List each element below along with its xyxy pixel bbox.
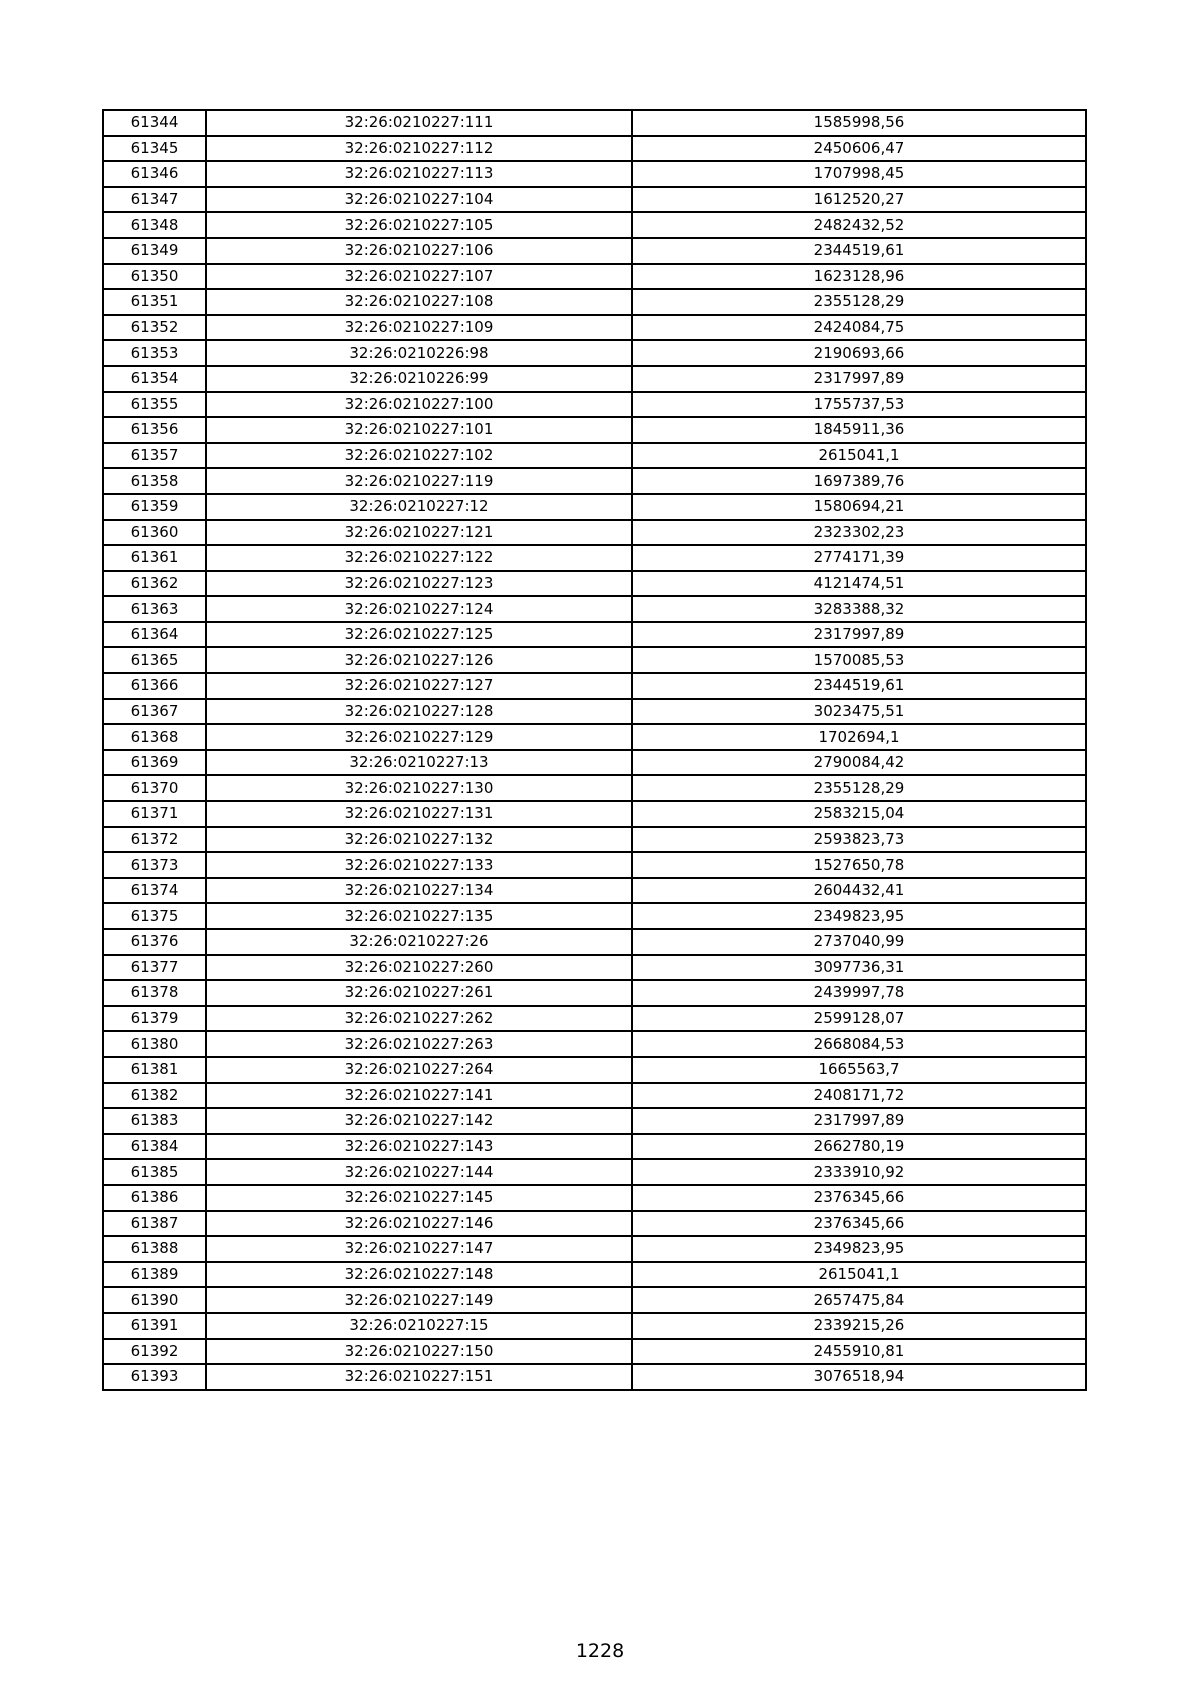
value-cell: 2424084,75 [632, 315, 1086, 341]
table-row [103, 1287, 1086, 1313]
value-cell: 2317997,89 [632, 622, 1086, 648]
row-number-cell: 61379 [103, 1006, 206, 1032]
value-cell: 2668084,53 [632, 1031, 1086, 1057]
value-cell: 2344519,61 [632, 673, 1086, 699]
row-number-cell: 61354 [103, 366, 206, 392]
cadastral-number-cell: 32:26:0210227:106 [206, 238, 632, 264]
cadastral-number-cell: 32:26:0210226:99 [206, 366, 632, 392]
value-cell: 2604432,41 [632, 878, 1086, 904]
cadastral-number-cell: 32:26:0210227:26 [206, 929, 632, 955]
value-cell: 2344519,61 [632, 238, 1086, 264]
row-number-cell: 61346 [103, 161, 206, 187]
row-number-cell: 61350 [103, 264, 206, 290]
row-number-cell: 61358 [103, 468, 206, 494]
table-row [103, 264, 1086, 290]
cadastral-number-cell: 32:26:0210227:141 [206, 1083, 632, 1109]
cadastral-number-cell: 32:26:0210227:144 [206, 1159, 632, 1185]
data-table [102, 109, 1087, 1391]
row-number-cell: 61352 [103, 315, 206, 341]
cadastral-number-cell: 32:26:0210227:112 [206, 136, 632, 162]
value-cell: 2774171,39 [632, 545, 1086, 571]
table-row [103, 1031, 1086, 1057]
cadastral-number-cell: 32:26:0210227:264 [206, 1057, 632, 1083]
value-cell: 2599128,07 [632, 1006, 1086, 1032]
row-number-cell: 61355 [103, 392, 206, 418]
value-cell: 1527650,78 [632, 852, 1086, 878]
value-cell: 2455910,81 [632, 1339, 1086, 1365]
table-row [103, 1108, 1086, 1134]
cadastral-number-cell: 32:26:0210227:263 [206, 1031, 632, 1057]
cadastral-number-cell: 32:26:0210227:134 [206, 878, 632, 904]
row-number-cell: 61392 [103, 1339, 206, 1365]
cadastral-number-cell: 32:26:0210227:133 [206, 852, 632, 878]
row-number-cell: 61372 [103, 827, 206, 853]
cadastral-number-cell: 32:26:0210227:149 [206, 1287, 632, 1313]
cadastral-number-cell: 32:26:0210227:127 [206, 673, 632, 699]
row-number-cell: 61360 [103, 520, 206, 546]
table-row [103, 1313, 1086, 1339]
cadastral-number-cell: 32:26:0210227:124 [206, 596, 632, 622]
page-number: 1228 [575, 1640, 625, 1662]
table-row [103, 1057, 1086, 1083]
cadastral-number-cell: 32:26:0210227:130 [206, 775, 632, 801]
cadastral-number-cell: 32:26:0210227:108 [206, 289, 632, 315]
value-cell: 2737040,99 [632, 929, 1086, 955]
row-number-cell: 61384 [103, 1134, 206, 1160]
row-number-cell: 61376 [103, 929, 206, 955]
value-cell: 1570085,53 [632, 647, 1086, 673]
table-row [103, 750, 1086, 776]
table-row [103, 545, 1086, 571]
table-row [103, 315, 1086, 341]
cadastral-number-cell: 32:26:0210227:119 [206, 468, 632, 494]
table-row [103, 1236, 1086, 1262]
row-number-cell: 61375 [103, 903, 206, 929]
table-row [103, 494, 1086, 520]
row-number-cell: 61393 [103, 1364, 206, 1390]
value-cell: 2323302,23 [632, 520, 1086, 546]
cadastral-number-cell: 32:26:0210227:142 [206, 1108, 632, 1134]
table-row [103, 1159, 1086, 1185]
cadastral-number-cell: 32:26:0210227:262 [206, 1006, 632, 1032]
row-number-cell: 61389 [103, 1262, 206, 1288]
value-cell: 2355128,29 [632, 289, 1086, 315]
table-row [103, 366, 1086, 392]
row-number-cell: 61368 [103, 724, 206, 750]
row-number-cell: 61391 [103, 1313, 206, 1339]
row-number-cell: 61345 [103, 136, 206, 162]
value-cell: 2333910,92 [632, 1159, 1086, 1185]
table-row [103, 622, 1086, 648]
cadastral-number-cell: 32:26:0210227:101 [206, 417, 632, 443]
table-row [103, 1185, 1086, 1211]
value-cell: 2450606,47 [632, 136, 1086, 162]
value-cell: 2190693,66 [632, 340, 1086, 366]
cadastral-number-cell: 32:26:0210227:126 [206, 647, 632, 673]
cadastral-number-cell: 32:26:0210227:109 [206, 315, 632, 341]
row-number-cell: 61357 [103, 443, 206, 469]
cadastral-number-cell: 32:26:0210227:123 [206, 571, 632, 597]
table-row [103, 827, 1086, 853]
table-row [103, 1339, 1086, 1365]
cadastral-number-cell: 32:26:0210227:113 [206, 161, 632, 187]
value-cell: 2376345,66 [632, 1185, 1086, 1211]
table-row [103, 136, 1086, 162]
row-number-cell: 61369 [103, 750, 206, 776]
cadastral-number-cell: 32:26:0210227:128 [206, 699, 632, 725]
row-number-cell: 61371 [103, 801, 206, 827]
cadastral-number-cell: 32:26:0210227:145 [206, 1185, 632, 1211]
value-cell: 2657475,84 [632, 1287, 1086, 1313]
cadastral-number-cell: 32:26:0210227:148 [206, 1262, 632, 1288]
table-row [103, 903, 1086, 929]
row-number-cell: 61366 [103, 673, 206, 699]
value-cell: 1612520,27 [632, 187, 1086, 213]
value-cell: 2355128,29 [632, 775, 1086, 801]
value-cell: 1702694,1 [632, 724, 1086, 750]
value-cell: 1580694,21 [632, 494, 1086, 520]
row-number-cell: 61386 [103, 1185, 206, 1211]
row-number-cell: 61344 [103, 110, 206, 136]
value-cell: 4121474,51 [632, 571, 1086, 597]
value-cell: 1845911,36 [632, 417, 1086, 443]
row-number-cell: 61380 [103, 1031, 206, 1057]
value-cell: 1697389,76 [632, 468, 1086, 494]
row-number-cell: 61381 [103, 1057, 206, 1083]
cadastral-number-cell: 32:26:0210227:135 [206, 903, 632, 929]
cadastral-number-cell: 32:26:0210227:261 [206, 980, 632, 1006]
cadastral-number-cell: 32:26:0210227:100 [206, 392, 632, 418]
table-row [103, 852, 1086, 878]
row-number-cell: 61361 [103, 545, 206, 571]
row-number-cell: 61388 [103, 1236, 206, 1262]
cadastral-number-cell: 32:26:0210227:143 [206, 1134, 632, 1160]
value-cell: 2349823,95 [632, 1236, 1086, 1262]
value-cell: 3076518,94 [632, 1364, 1086, 1390]
value-cell: 2790084,42 [632, 750, 1086, 776]
value-cell: 3097736,31 [632, 955, 1086, 981]
value-cell: 3023475,51 [632, 699, 1086, 725]
table-row [103, 238, 1086, 264]
row-number-cell: 61367 [103, 699, 206, 725]
value-cell: 2376345,66 [632, 1211, 1086, 1237]
row-number-cell: 61347 [103, 187, 206, 213]
table-row [103, 955, 1086, 981]
row-number-cell: 61378 [103, 980, 206, 1006]
cadastral-number-cell: 32:26:0210227:107 [206, 264, 632, 290]
table-row [103, 673, 1086, 699]
table-row [103, 1364, 1086, 1390]
table-row [103, 801, 1086, 827]
cadastral-number-cell: 32:26:0210227:15 [206, 1313, 632, 1339]
value-cell: 2439997,78 [632, 980, 1086, 1006]
value-cell: 2339215,26 [632, 1313, 1086, 1339]
table-row [103, 340, 1086, 366]
value-cell: 2317997,89 [632, 1108, 1086, 1134]
table-row [103, 724, 1086, 750]
table-body [103, 110, 1086, 1390]
cadastral-number-cell: 32:26:0210227:105 [206, 212, 632, 238]
cadastral-number-cell: 32:26:0210226:98 [206, 340, 632, 366]
table-row [103, 699, 1086, 725]
table-row [103, 1211, 1086, 1237]
table-row [103, 468, 1086, 494]
table-row [103, 775, 1086, 801]
table-row [103, 1083, 1086, 1109]
table-row [103, 417, 1086, 443]
cadastral-number-cell: 32:26:0210227:147 [206, 1236, 632, 1262]
value-cell: 2317997,89 [632, 366, 1086, 392]
value-cell: 2615041,1 [632, 1262, 1086, 1288]
value-cell: 2349823,95 [632, 903, 1086, 929]
table-row [103, 929, 1086, 955]
table-row [103, 212, 1086, 238]
table-row [103, 187, 1086, 213]
cadastral-number-cell: 32:26:0210227:260 [206, 955, 632, 981]
value-cell: 2593823,73 [632, 827, 1086, 853]
table-row [103, 289, 1086, 315]
cadastral-number-cell: 32:26:0210227:125 [206, 622, 632, 648]
row-number-cell: 61390 [103, 1287, 206, 1313]
row-number-cell: 61356 [103, 417, 206, 443]
table-row [103, 1134, 1086, 1160]
value-cell: 2482432,52 [632, 212, 1086, 238]
value-cell: 2583215,04 [632, 801, 1086, 827]
cadastral-number-cell: 32:26:0210227:104 [206, 187, 632, 213]
row-number-cell: 61364 [103, 622, 206, 648]
cadastral-number-cell: 32:26:0210227:150 [206, 1339, 632, 1365]
row-number-cell: 61362 [103, 571, 206, 597]
cadastral-number-cell: 32:26:0210227:132 [206, 827, 632, 853]
cadastral-number-cell: 32:26:0210227:102 [206, 443, 632, 469]
cadastral-number-cell: 32:26:0210227:146 [206, 1211, 632, 1237]
table-row [103, 1006, 1086, 1032]
value-cell: 2662780,19 [632, 1134, 1086, 1160]
row-number-cell: 61387 [103, 1211, 206, 1237]
table-row [103, 392, 1086, 418]
row-number-cell: 61353 [103, 340, 206, 366]
row-number-cell: 61363 [103, 596, 206, 622]
cadastral-number-cell: 32:26:0210227:122 [206, 545, 632, 571]
value-cell: 3283388,32 [632, 596, 1086, 622]
table-row [103, 571, 1086, 597]
cadastral-number-cell: 32:26:0210227:151 [206, 1364, 632, 1390]
row-number-cell: 61383 [103, 1108, 206, 1134]
row-number-cell: 61351 [103, 289, 206, 315]
cadastral-number-cell: 32:26:0210227:13 [206, 750, 632, 776]
row-number-cell: 61349 [103, 238, 206, 264]
table-row [103, 878, 1086, 904]
value-cell: 1755737,53 [632, 392, 1086, 418]
cadastral-number-cell: 32:26:0210227:121 [206, 520, 632, 546]
cadastral-number-cell: 32:26:0210227:129 [206, 724, 632, 750]
row-number-cell: 61348 [103, 212, 206, 238]
row-number-cell: 61370 [103, 775, 206, 801]
value-cell: 1665563,7 [632, 1057, 1086, 1083]
row-number-cell: 61377 [103, 955, 206, 981]
table-row [103, 596, 1086, 622]
row-number-cell: 61374 [103, 878, 206, 904]
row-number-cell: 61359 [103, 494, 206, 520]
cadastral-number-cell: 32:26:0210227:12 [206, 494, 632, 520]
value-cell: 1623128,96 [632, 264, 1086, 290]
row-number-cell: 61385 [103, 1159, 206, 1185]
value-cell: 2408171,72 [632, 1083, 1086, 1109]
table-row [103, 161, 1086, 187]
table-row [103, 980, 1086, 1006]
cadastral-number-cell: 32:26:0210227:131 [206, 801, 632, 827]
row-number-cell: 61373 [103, 852, 206, 878]
table-row [103, 443, 1086, 469]
table-row [103, 647, 1086, 673]
table-row [103, 110, 1086, 136]
row-number-cell: 61382 [103, 1083, 206, 1109]
value-cell: 1585998,56 [632, 110, 1086, 136]
value-cell: 1707998,45 [632, 161, 1086, 187]
row-number-cell: 61365 [103, 647, 206, 673]
value-cell: 2615041,1 [632, 443, 1086, 469]
cadastral-number-cell: 32:26:0210227:111 [206, 110, 632, 136]
table-row [103, 520, 1086, 546]
table-row [103, 1262, 1086, 1288]
